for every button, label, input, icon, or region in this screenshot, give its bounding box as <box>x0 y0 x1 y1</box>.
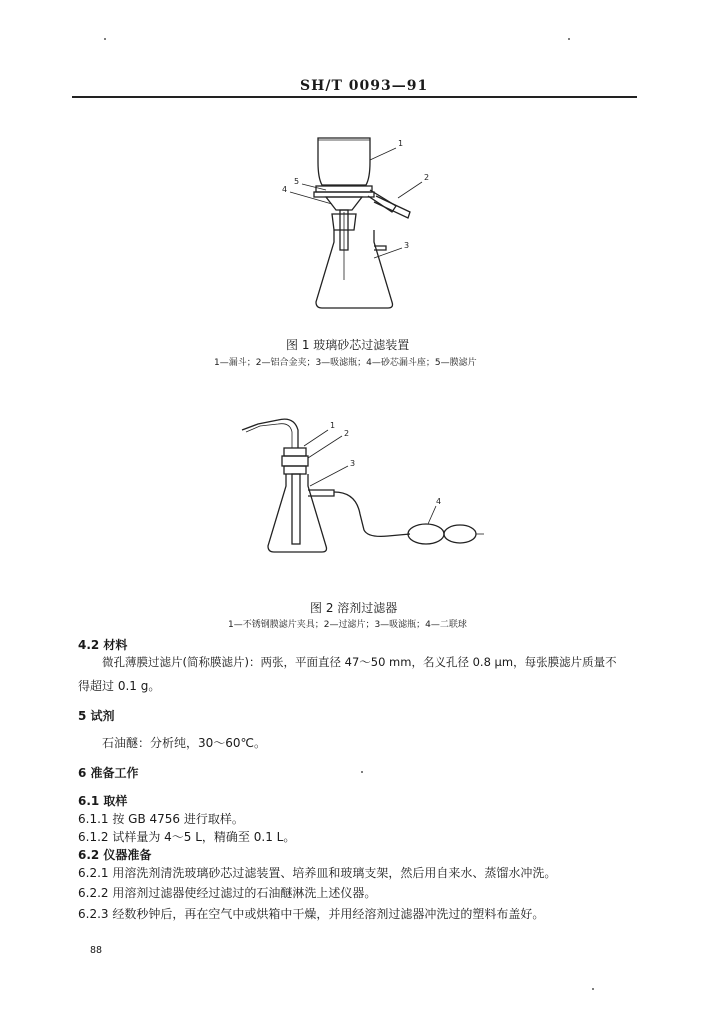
page-number: 88 <box>90 945 103 956</box>
fig1-label-1: 1 <box>398 139 404 148</box>
section-5-text: 石油醚：分析纯，30～60℃。 <box>102 736 267 750</box>
fig2-label-1: 1 <box>330 421 336 430</box>
filter-piece <box>282 456 308 466</box>
figure1-diagram <box>270 130 440 315</box>
section-4-2-line2: 得超过 0.1 g。 <box>78 679 161 693</box>
item-6-2-2: 6.2.2 用溶剂过滤器使经过滤过的石油醚淋洗上述仪器。 <box>78 886 377 900</box>
flask-side-arm-2 <box>308 490 334 496</box>
bulb-2 <box>444 525 476 543</box>
figure2-legend: 1—不锈钢膜滤片夹具；2—过滤片；3—吸滤瓶；4—二联球 <box>228 620 467 630</box>
header-rule <box>72 96 637 98</box>
funnel-body <box>318 138 370 185</box>
figure2-caption: 图 2 溶剂过滤器 <box>310 601 398 615</box>
section-4-2-heading: 4.2 材料 <box>78 638 128 652</box>
section-6-2-heading: 6.2 仪器准备 <box>78 848 152 862</box>
rubber-tubing <box>334 492 410 536</box>
scan-speck <box>104 38 106 40</box>
suction-flask <box>316 230 393 308</box>
fig2-label-2: 2 <box>344 429 350 438</box>
fig2-label-3: 3 <box>350 459 356 468</box>
inner-tube <box>292 474 300 544</box>
membrane-holder <box>284 448 306 456</box>
figure2-diagram <box>238 410 488 560</box>
figure1-legend: 1—漏斗；2—铝合金夹；3—吸滤瓶；4—砂芯漏斗座；5—膜滤片 <box>214 358 477 368</box>
section-5-heading: 5 试剂 <box>78 709 115 723</box>
holder-base <box>284 466 306 474</box>
aluminium-clip <box>368 190 396 212</box>
scan-speck <box>361 771 363 773</box>
bulb-1 <box>408 524 444 544</box>
outlet-nozzle <box>242 419 298 448</box>
item-6-2-3: 6.2.3 经数秒钟后，再在空气中或烘箱中干燥，并用经溶剂过滤器冲洗过的塑料布盖好。 <box>78 907 545 921</box>
standard-code: SH/T 0093—91 <box>300 78 429 94</box>
fig1-label-2: 2 <box>424 173 430 182</box>
fig1-label-4: 4 <box>282 185 288 194</box>
figure1-caption: 图 1 玻璃砂芯过滤装置 <box>286 338 410 352</box>
item-6-1-2: 6.1.2 试样量为 4～5 L，精确至 0.1 L。 <box>78 830 296 844</box>
item-6-1-1: 6.1.1 按 GB 4756 进行取样。 <box>78 812 244 826</box>
scan-speck <box>568 38 570 40</box>
section-6-1-heading: 6.1 取样 <box>78 794 128 808</box>
clamp-band <box>314 192 374 197</box>
membrane-plate <box>316 186 372 192</box>
clip-handle <box>374 196 410 218</box>
scan-speck <box>592 988 594 990</box>
fig1-label-5: 5 <box>294 177 300 186</box>
suction-flask-2 <box>268 474 327 552</box>
fig2-label-4: 4 <box>436 497 442 506</box>
fig1-label-3: 3 <box>404 241 410 250</box>
section-6-heading: 6 准备工作 <box>78 766 139 780</box>
section-4-2-line1: 微孔薄膜过滤片(简称膜滤片)：两张，平面直径 47～50 mm，名义孔径 0.8 μm，每张膜滤片质量不 <box>102 655 617 669</box>
item-6-2-1: 6.2.1 用溶洗剂清洗玻璃砂芯过滤装置、培养皿和玻璃支架，然后用自来水、蒸馏水冲洗。 <box>78 866 557 880</box>
